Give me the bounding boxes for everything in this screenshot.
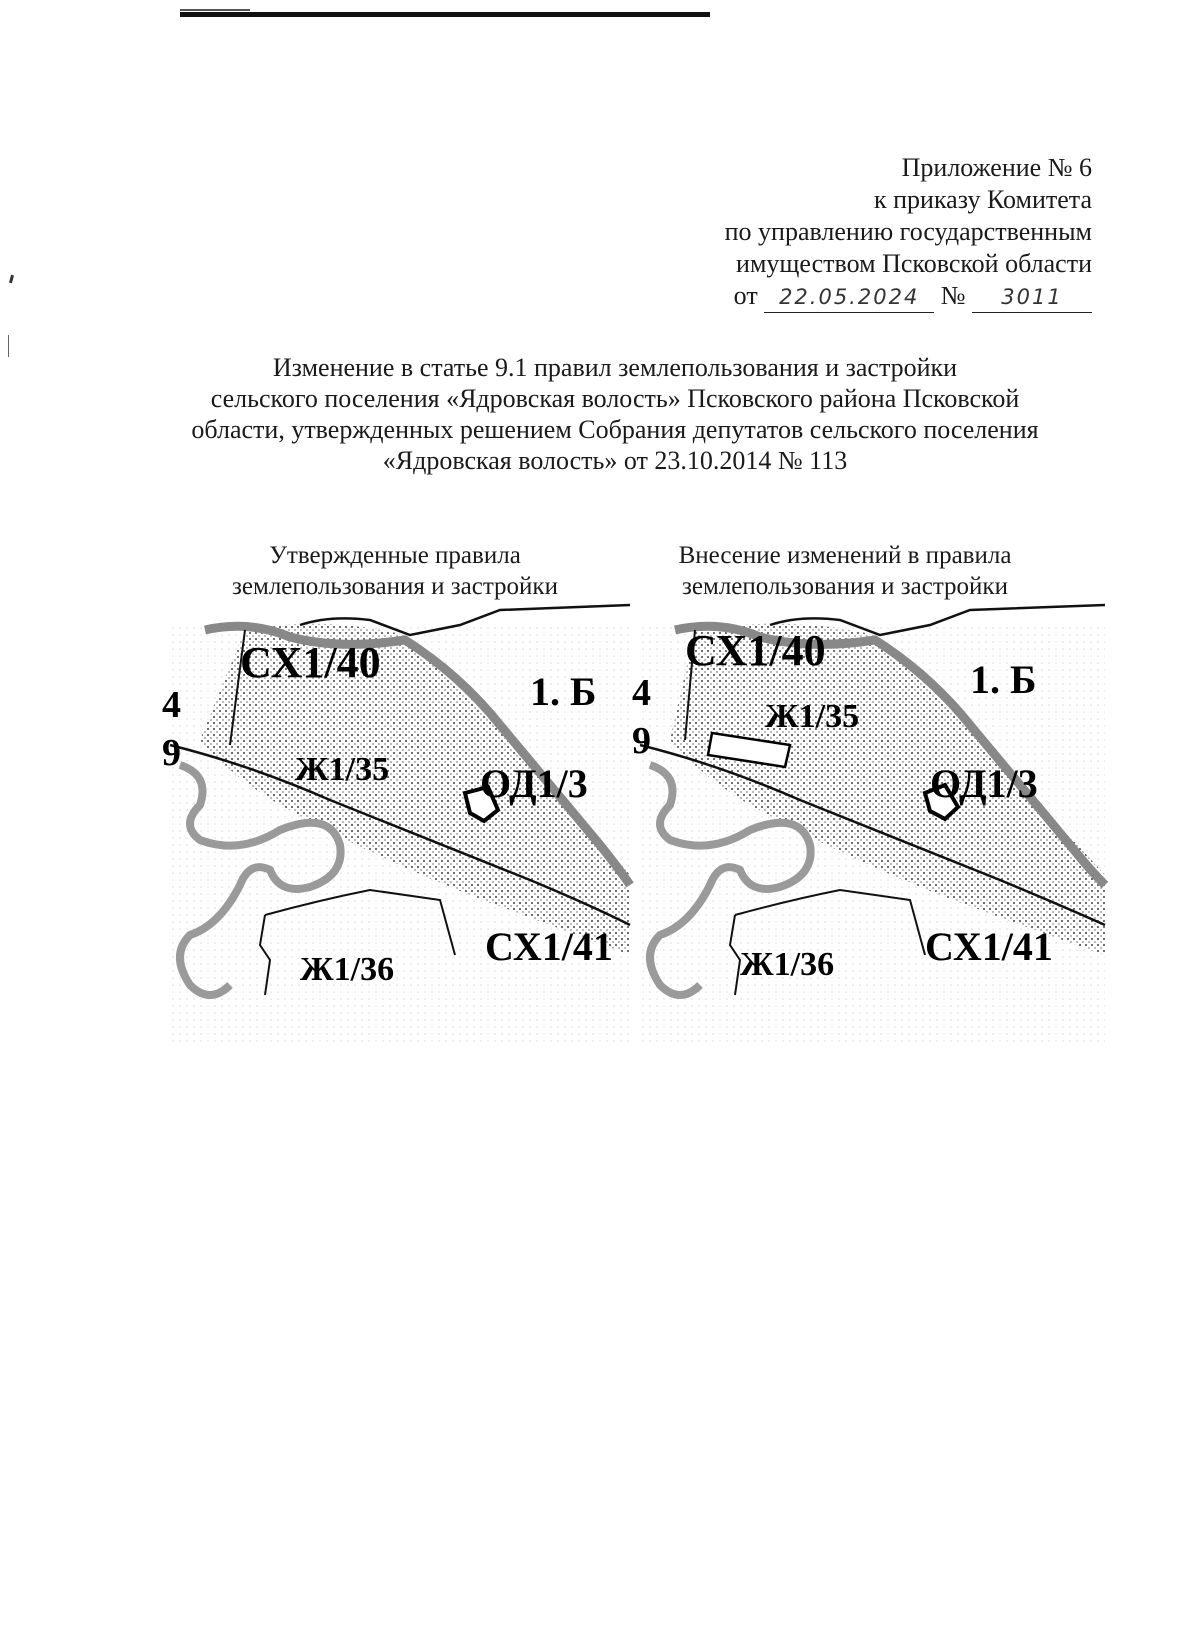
caption-line: землепользования и застройки bbox=[232, 573, 558, 600]
zoning-map-changes bbox=[632, 625, 1105, 1045]
zone-label-zh1-36: Ж1/36 bbox=[740, 946, 835, 983]
scan-artifact-line bbox=[180, 9, 250, 11]
zone-label-sx1-40: СХ1/40 bbox=[240, 638, 381, 687]
appendix-line: по управлению государственным bbox=[724, 217, 1092, 246]
document-title bbox=[150, 352, 1080, 476]
order-date: 22.05.2024 bbox=[764, 284, 934, 313]
title-line: «Ядровская волость» от 23.10.2014 № 113 bbox=[382, 446, 848, 475]
number-label: № bbox=[940, 281, 966, 310]
title-line: области, утвержденных решением Собрания депутатов сельского поселения bbox=[191, 415, 1039, 444]
zone-label-1b: 1. Б bbox=[530, 669, 597, 714]
map-caption-approved bbox=[205, 540, 585, 602]
order-number: 3011 bbox=[972, 284, 1092, 313]
zone-label-zh1-35: Ж1/35 bbox=[295, 751, 390, 788]
scan-artifact-mark bbox=[8, 335, 9, 357]
zone-label-1b: 1. Б bbox=[970, 657, 1037, 702]
zone-label-sx1-40: СХ1/40 bbox=[685, 626, 826, 675]
caption-line: Внесение изменений в правила bbox=[678, 542, 1012, 569]
zone-label-zh1-36: Ж1/36 bbox=[300, 951, 395, 988]
zone-label-edge: 4 bbox=[632, 672, 651, 714]
scan-artifact-mark bbox=[9, 275, 14, 284]
map-caption-changes bbox=[645, 540, 1045, 602]
caption-line: землепользования и застройки bbox=[682, 573, 1008, 600]
map-svg bbox=[632, 625, 1105, 1045]
from-label: от bbox=[733, 281, 758, 310]
appendix-header bbox=[725, 152, 1092, 313]
zone-label-edge: 9 bbox=[632, 720, 651, 762]
zone-label-edge: 4 bbox=[162, 684, 181, 726]
zone-label-edge: 9 bbox=[162, 732, 181, 774]
appendix-date-line bbox=[725, 280, 1092, 313]
title-line: Изменение в статье 9.1 правил землепользования и застройки bbox=[272, 353, 958, 382]
caption-line: Утвержденные правила bbox=[269, 542, 521, 569]
zoning-map-approved bbox=[162, 625, 630, 1045]
zone-label-sx1-41: СХ1/41 bbox=[485, 924, 613, 969]
scan-artifact-bar bbox=[180, 12, 710, 17]
title-line: сельского поселения «Ядровская волость» Псковского района Псковской bbox=[210, 384, 1020, 413]
appendix-line: к приказу Комитета bbox=[873, 185, 1092, 214]
appendix-line: имуществом Псковской области bbox=[736, 249, 1092, 278]
zone-label-od1-3: ОД1/3 bbox=[480, 761, 588, 806]
zone-label-zh1-35: Ж1/35 bbox=[765, 698, 860, 735]
zone-label-od1-3: ОД1/3 bbox=[930, 761, 1038, 806]
appendix-line: Приложение № 6 bbox=[901, 153, 1092, 182]
zone-label-sx1-41: СХ1/41 bbox=[925, 924, 1053, 969]
map-svg bbox=[162, 625, 630, 1045]
